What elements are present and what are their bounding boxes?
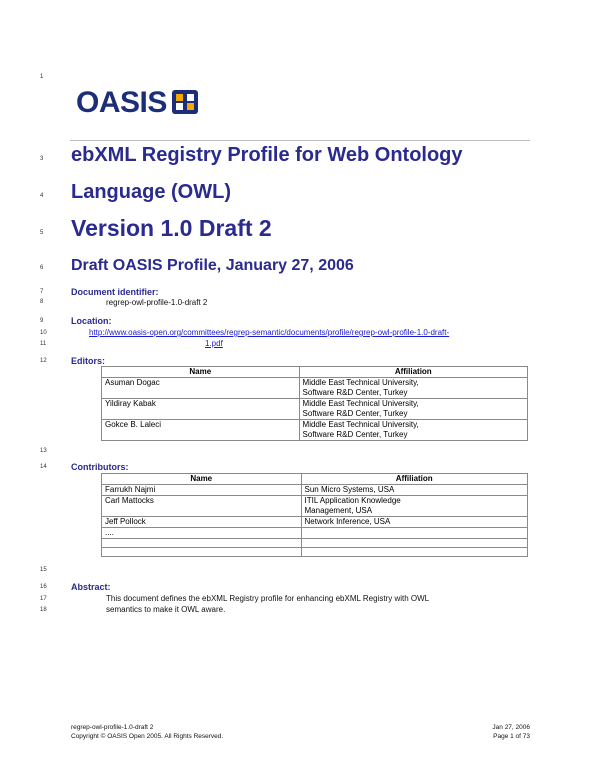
line-number: 13 [40, 448, 47, 454]
abstract-text-line2: semantics to make it OWL aware. [106, 605, 226, 614]
table-row [102, 420, 528, 441]
line-number: 1 [40, 74, 44, 80]
line-number: 10 [40, 330, 47, 336]
contributor-name [102, 539, 302, 548]
column-header-name: Name [102, 474, 302, 485]
footer-left [71, 723, 223, 741]
contributor-affiliation: Sun Micro Systems, USA [301, 485, 528, 496]
footer-copyright: Copyright © OASIS Open 2005. All Rights Reserved. [71, 733, 224, 740]
footer-doc-id: regrep-owl-profile-1.0-draft 2 [71, 724, 154, 731]
doc-version: Version 1.0 Draft 2 [71, 215, 272, 241]
contributor-affiliation: Network Inference, USA [301, 517, 528, 528]
footer-page-number: Page 1 of 73 [493, 733, 530, 740]
line-number: 7 [40, 289, 44, 295]
location-label: Location: [71, 316, 112, 326]
table-row [102, 496, 528, 517]
doc-subtitle: Draft OASIS Profile, January 27, 2006 [71, 257, 354, 274]
line-number: 18 [40, 607, 47, 613]
abstract-label: Abstract: [71, 582, 111, 592]
contributor-affiliation: ITIL Application Knowledge Management, USA [301, 496, 528, 517]
table-header-row [102, 367, 528, 378]
line-number: 12 [40, 358, 47, 364]
column-header-affiliation: Affiliation [301, 474, 528, 485]
editor-name: Asuman Dogac [102, 378, 300, 399]
line-number: 9 [40, 318, 44, 324]
table-row [102, 378, 528, 399]
line-number: 5 [40, 230, 44, 236]
doc-title-line1: ebXML Registry Profile for Web Ontology [71, 144, 463, 166]
line-number: 3 [40, 156, 44, 162]
table-row [102, 517, 528, 528]
editor-affiliation: Middle East Technical University, Software R&D Center, Turkey [299, 378, 527, 399]
editor-name: Gokce B. Laleci [102, 420, 300, 441]
oasis-logo [76, 88, 198, 118]
column-header-affiliation: Affiliation [299, 367, 527, 378]
contributor-name: Farrukh Najmi [102, 485, 302, 496]
header-rule [70, 140, 530, 141]
line-number: 17 [40, 596, 47, 602]
contributor-name: Carl Mattocks [102, 496, 302, 517]
line-number: 14 [40, 464, 47, 470]
column-header-name: Name [102, 367, 300, 378]
logo-text: OASIS [76, 86, 167, 119]
doc-identifier-label: Document identifier: [71, 287, 159, 297]
contributor-name: .... [102, 528, 302, 539]
editor-name: Yildiray Kabak [102, 399, 300, 420]
table-row [102, 399, 528, 420]
footer-date: Jan 27, 2006 [492, 724, 530, 731]
doc-identifier-value: regrep-owl-profile-1.0-draft 2 [106, 298, 208, 307]
line-number: 4 [40, 193, 44, 199]
doc-title-line2: Language (OWL) [71, 181, 231, 203]
editors-label: Editors: [71, 356, 106, 366]
line-number: 15 [40, 567, 47, 573]
table-header-row [102, 474, 528, 485]
contributors-table [101, 473, 528, 557]
location-link-cont[interactable]: 1.pdf [205, 339, 223, 348]
table-row [102, 528, 528, 539]
abstract-text-line1: This document defines the ebXML Registry profile for enhancing ebXML Registry with OWL [106, 594, 430, 603]
editors-table [101, 366, 528, 441]
table-row [102, 539, 528, 548]
table-row [102, 548, 528, 557]
contributor-affiliation [301, 539, 528, 548]
location-link[interactable]: http://www.oasis-open.org/committees/regrep-semantic/documents/profile/regrep-owl-profile-1.0-draft- [89, 328, 450, 337]
contributor-name: Jeff Pollock [102, 517, 302, 528]
contributor-name [102, 548, 302, 557]
contributor-affiliation [301, 528, 528, 539]
editor-affiliation: Middle East Technical University, Software R&D Center, Turkey [299, 399, 527, 420]
line-number: 11 [40, 341, 47, 347]
contributors-label: Contributors: [71, 462, 129, 472]
line-number: 16 [40, 584, 47, 590]
editor-affiliation: Middle East Technical University, Software R&D Center, Turkey [299, 420, 527, 441]
footer-right [492, 723, 530, 741]
line-number: 8 [40, 299, 44, 305]
contributor-affiliation [301, 548, 528, 557]
oasis-mark-icon [172, 90, 198, 114]
line-number: 6 [40, 265, 44, 271]
table-row [102, 485, 528, 496]
